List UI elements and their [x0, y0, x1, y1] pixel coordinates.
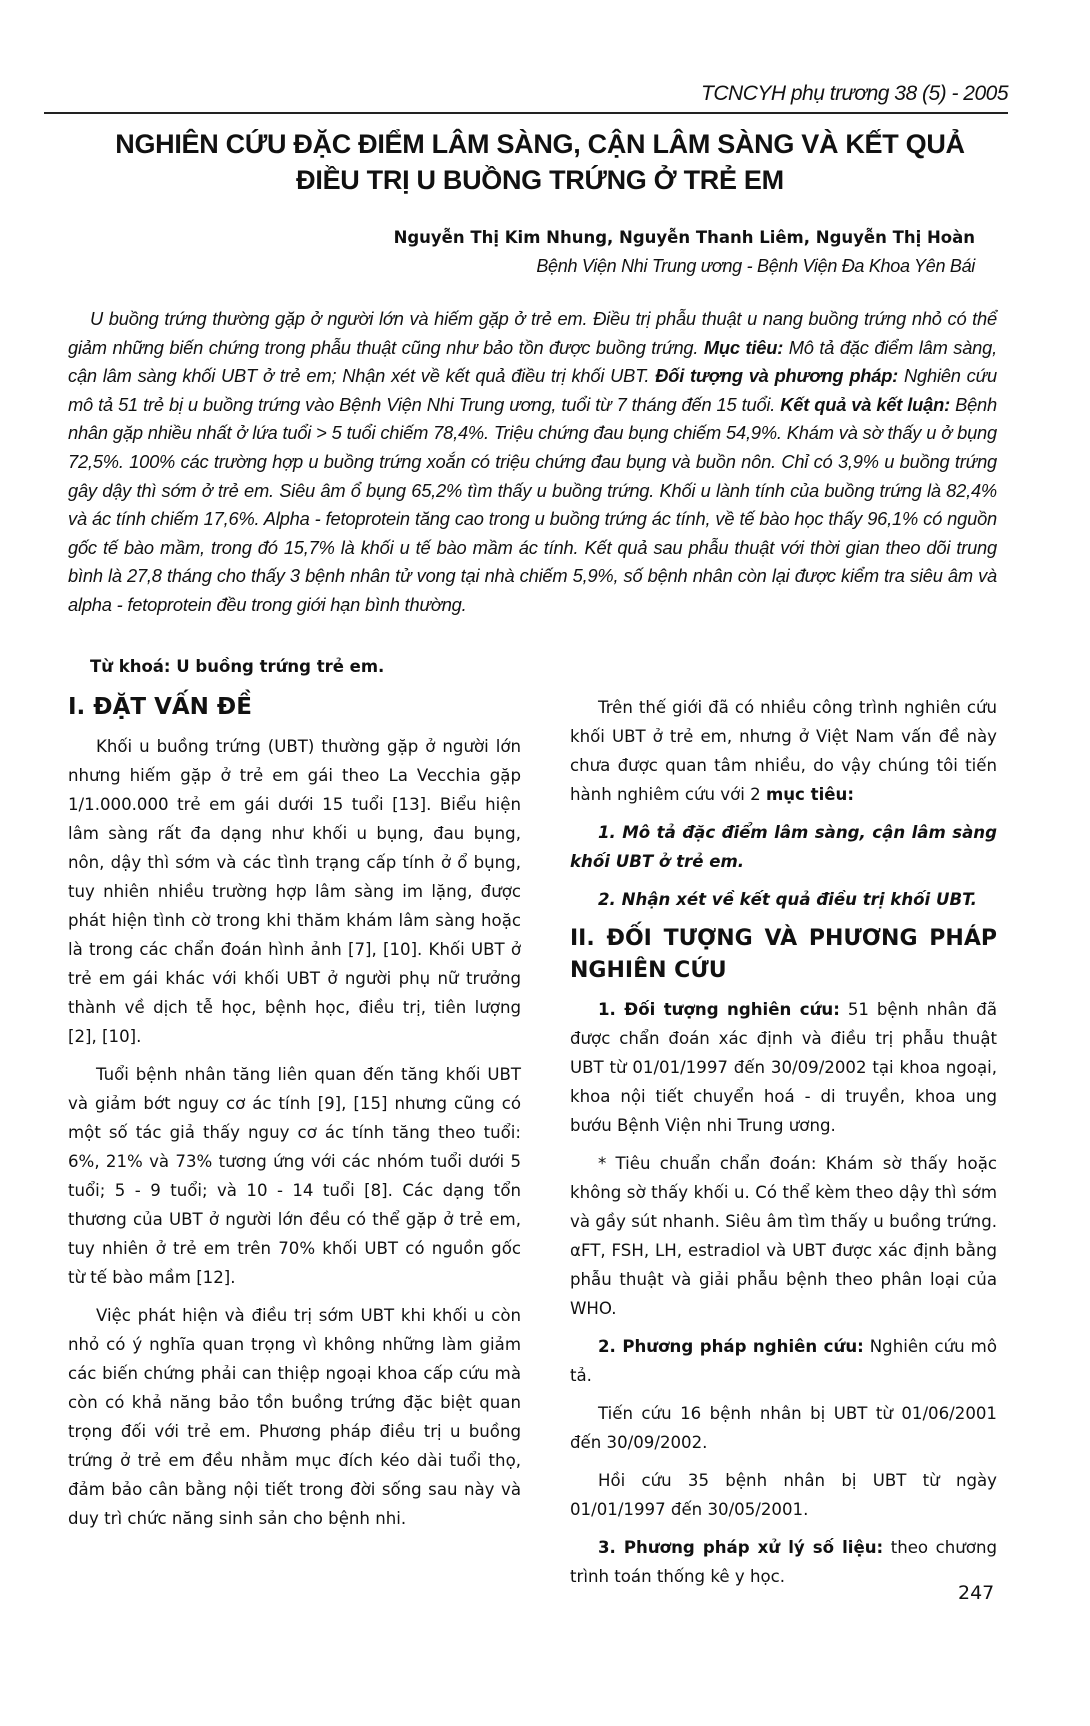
paragraph: [570, 995, 997, 1140]
right-column: [570, 693, 997, 1600]
header-rule: [44, 112, 1008, 114]
paragraph: * Tiêu chuẩn chẩn đoán: Khám sờ thấy hoặc không sờ thấy khối u. Có thể kèm theo dậy thì sớm và gầy sút nhanh. Siêu âm tìm thấy u buồng trứng. αFT, FSH, LH, estradiol và UBT được xác định bằng phẫu thuật và giải phẫu bệnh theo phân loại của WHO.: [570, 1154, 997, 1318]
bold-term: mục tiêu:: [765, 785, 854, 804]
paragraph: [570, 693, 997, 809]
article-title: [40, 126, 1040, 198]
abstract-text: Bệnh nhân gặp nhiều nhất ở lứa tuổi > 5 tuổi chiếm 78,4%. Triệu chứng đau bụng chiếm 54,9%. Khám và sờ thấy u ở bụng 72,5%. 100% các trường hợp u buồng trứng xoắn có triệu chứng đau bụng và buồn nôn. Chỉ có 3,9% u buồng trứng gây dậy thì sớm ở trẻ em. Siêu âm ổ bụng 65,2% tìm thấy u buồng trứng. Khối u lành tính của buồng trứng là 82,4% và ác tính chiếm 17,6%. Alpha - fetoprotein tăng cao trong u buồng trứng ác tính, về tế bào học thấy 96,1% có nguồn gốc tế bào mầm, trong đó 15,7% là khối u tế bào mầm ác tính. Kết quả sau phẫu thuật với thời gian theo dõi trung bình là 27,8 tháng cho thấy 3 bệnh nhân tử vong tại nhà chiếm 5,9%, số bệnh nhân còn lại được kiểm tra siêu âm và alpha - fetoprotein đều trong giới hạn bình thường.: [68, 393, 997, 615]
paragraph: Việc phát hiện và điều trị sớm UBT khi khối u còn nhỏ có ý nghĩa quan trọng vì không những làm giảm các biến chứng phải can thiệp ngoại khoa cấp cứu mà còn có khả năng bảo tồn buồng trứng đặc biệt quan trọng đối với trẻ em. Phương pháp điều trị u buồng trứng ở trẻ em đều nhằm mục đích kéo dài tuổi thọ, đảm bảo cân bằng nội tiết trong đời sống sau này và duy trì chức năng sinh sản cho bệnh nhi.: [68, 1306, 521, 1528]
abstract-text: Nghiên cứu mô tả 51 trẻ bị u buồng trứng vào Bệnh Viện Nhi Trung ương, tuổi từ 7 tháng đến 15 tuổi.: [68, 365, 997, 415]
keywords: Từ khoá: U buồng trứng trẻ em.: [90, 657, 385, 676]
abstract-label: Đối tượng và phương pháp:: [655, 365, 899, 387]
subheading: 1. Đối tượng nghiên cứu:: [598, 1000, 840, 1019]
title-line: ĐIỀU TRỊ U BUỒNG TRỨNG Ở TRẺ EM: [296, 165, 784, 195]
left-column: [68, 690, 521, 1542]
paragraph: Hồi cứu 35 bệnh nhân bị UBT từ ngày 01/01/1997 đến 30/05/2001.: [570, 1471, 997, 1519]
paragraph: Tuổi bệnh nhân tăng liên quan đến tăng khối UBT và giảm bớt nguy cơ ác tính [9], [15] nhưng cũng có một số tác giả thấy nguy cơ ác tính tăng theo tuổi: 6%, 21% và 73% tương ứng với các nhóm tuổi dưới 5 tuổi; 5 - 9 tuổi; và 10 - 14 tuổi [8]. Các dạng tổn thương của UBT ở người lớn đều có thể gặp ở trẻ em, tuy nhiên ở trẻ em trên 70% khối UBT có nguồn gốc từ tế bào mầm [12].: [68, 1065, 521, 1287]
paragraph: Tiến cứu 16 bệnh nhân bị UBT từ 01/06/2001 đến 30/09/2002.: [570, 1404, 997, 1452]
title-line: NGHIÊN CỨU ĐẶC ĐIỂM LÂM SÀNG, CẬN LÂM SÀNG VÀ KẾT QUẢ: [115, 129, 965, 159]
abstract-label: Mục tiêu:: [703, 336, 784, 358]
abstract-label: Kết quả và kết luận:: [780, 393, 950, 415]
section-heading: II. ĐỐI TƯỢNG VÀ PHƯƠNG PHÁP NGHIÊN CỨU: [570, 926, 997, 983]
authors: Nguyễn Thị Kim Nhung, Nguyễn Thanh Liêm, Nguyễn Thị Hoàn: [393, 228, 975, 247]
paragraph-text: Trên thế giới đã có nhiều công trình nghiên cứu khối UBT ở trẻ em, nhưng ở Việt Nam vấn đề này chưa được quan tâm nhiều, do vậy chúng tôi tiến hành nghiêm cứu với 2: [570, 698, 997, 804]
abstract-intro: U buồng trứng thường gặp ở người lớn và hiếm gặp ở trẻ em. Điều trị phẫu thuật u nang buồng trứng nhỏ có thể giảm những biến chứng trong phẫu thuật cũng như bảo tồn được buồng trứng.: [68, 308, 997, 358]
paragraph: Khối u buồng trứng (UBT) thường gặp ở người lớn nhưng hiếm gặp ở trẻ em gái theo La Vecchia gặp 1/1.000.000 trẻ em gái dưới 15 tuổi [13]. Biểu hiện lâm sàng rất đa dạng như khối u bụng, đau bụng, nôn, dậy thì sớm và các tình trạng cấp tính ở ổ bụng, tuy nhiên nhiều trường hợp lâm sàng im lặng, được phát hiện tình cờ trong khi thăm khám lâm sàng hoặc là trong các chẩn đoán hình ảnh [7], [10]. Khối UBT ở trẻ em gái khác với khối UBT ở người phụ nữ trưởng thành về dịch tễ học, bệnh học, điều trị, tiên lượng [2], [10].: [68, 737, 521, 1046]
page-number: 247: [958, 1582, 995, 1604]
running-header: TCNCYH phụ trương 38 (5) - 2005: [701, 82, 1008, 105]
paragraph-text: 51 bệnh nhân đã được chẩn đoán xác định và điều trị phẫu thuật UBT từ 01/01/1997 đến 30/09/2002 tại khoa ngoại, khoa nội tiết chuyển hoá - di truyền, khoa ung bướu Bệnh Viện nhi Trung ương.: [570, 1000, 997, 1135]
paragraph-text: Nghiên cứu mô tả.: [570, 1337, 997, 1385]
paragraph: [570, 1332, 997, 1390]
affiliation: Bệnh Viện Nhi Trung ương - Bệnh Viện Đa Khoa Yên Bái: [536, 256, 975, 276]
paragraph: [570, 1533, 997, 1591]
subheading: 3. Phương pháp xử lý số liệu:: [598, 1538, 884, 1557]
abstract: [68, 305, 997, 620]
subheading: 2. Phương pháp nghiên cứu:: [598, 1337, 864, 1356]
goal-item: 2. Nhận xét về kết quả điều trị khối UBT.: [598, 890, 977, 909]
goal-item: 1. Mô tả đặc điểm lâm sàng, cận lâm sàng khối UBT ở trẻ em.: [570, 823, 997, 871]
paragraph-text: theo chương trình toán thống kê y học.: [570, 1538, 997, 1586]
abstract-text: Mô tả đặc điểm lâm sàng, cận lâm sàng khối UBT ở trẻ em; Nhận xét về kết quả điều trị khối UBT.: [68, 336, 997, 387]
section-heading: I. ĐẶT VẤN ĐỀ: [68, 694, 252, 720]
